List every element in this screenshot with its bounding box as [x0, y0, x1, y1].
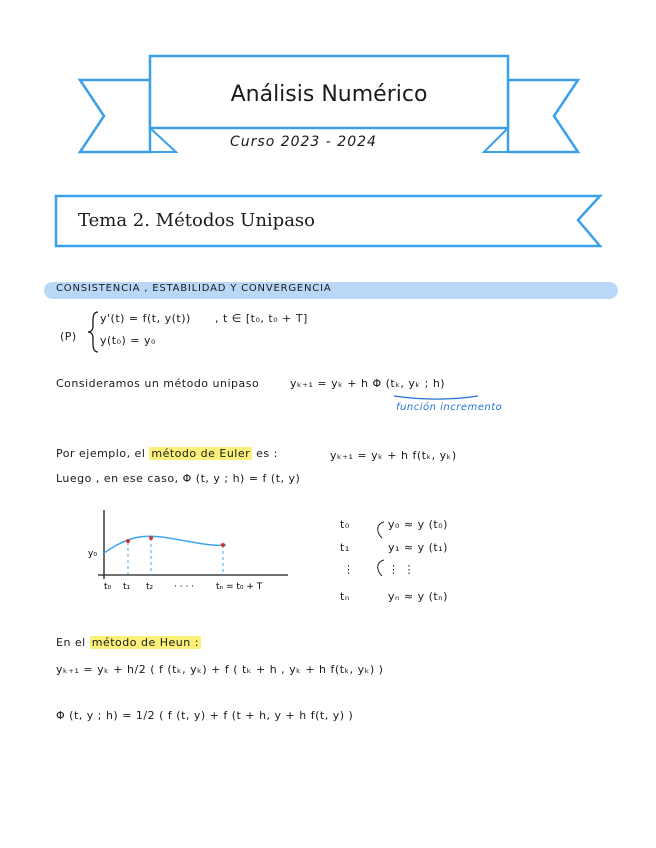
euler-formula: yₖ₊₁ = yₖ + h f(tₖ, yₖ) — [330, 449, 457, 462]
table-yn: yₙ ≈ y (tₙ) — [388, 590, 448, 603]
ode-interval: , t ∈ [t₀, t₀ + T] — [215, 312, 308, 325]
onestep-text: Consideramos un método unipaso — [56, 377, 260, 390]
table-t0: t₀ — [340, 518, 350, 531]
table-tdots: ⋮ — [343, 563, 355, 576]
table-y0: y₀ ≈ y (t₀) — [388, 518, 448, 531]
plot-tick-t0: t₀ — [104, 582, 112, 592]
section-title: Tema 2. Métodos Unipaso — [78, 210, 315, 231]
increment-function-label: función incremento — [396, 402, 503, 413]
euler-highlight: método de Euler — [151, 447, 251, 460]
euler-case-line: Luego , en ese caso, Φ (t, y ; h) = f (t, y) — [56, 472, 301, 485]
subsection-title: CONSISTENCIA , ESTABILIDAD Y CONVERGENCIA — [56, 283, 332, 294]
plot-point-2 — [149, 536, 153, 540]
plot-y-label: y₀ — [88, 549, 97, 559]
heun-highlight: método de Heun : — [91, 636, 199, 649]
plot-point-1 — [126, 539, 130, 543]
table-tn: tₙ — [340, 590, 350, 603]
euler-prefix: Por ejemplo, el — [56, 447, 146, 460]
plot-tick-dots: · · · · — [174, 582, 195, 592]
heun-formula: yₖ₊₁ = yₖ + h/2 ( f (tₖ, yₖ) + f ( tₖ + h , yₖ + h f(tₖ, yₖ) ) — [56, 663, 384, 676]
plot-tick-t2: t₂ — [146, 582, 154, 592]
onestep-formula: yₖ₊₁ = yₖ + h Φ (tₖ, yₖ ; h) — [290, 377, 446, 390]
initial-condition: y(t₀) = y₀ — [100, 334, 156, 347]
solution-plot — [90, 505, 300, 600]
course-year: Curso 2023 - 2024 — [230, 134, 377, 150]
table-arrows — [372, 516, 388, 588]
plot-tick-tn: tₙ = t₀ + T — [216, 582, 263, 592]
plot-tick-t1: t₁ — [123, 582, 131, 592]
table-t1: t₁ — [340, 541, 350, 554]
solution-curve — [104, 536, 226, 553]
euler-intro — [56, 447, 278, 460]
ode-equation: y'(t) = f(t, y(t)) — [100, 312, 191, 325]
table-ydots: ⋮ ⋮ — [388, 563, 415, 576]
page-title: Análisis Numérico — [230, 82, 428, 107]
curly-brace — [86, 310, 100, 354]
heun-intro — [56, 636, 201, 649]
euler-suffix: es : — [256, 447, 278, 460]
plot-point-n — [221, 543, 225, 547]
heun-prefix: En el — [56, 636, 86, 649]
problem-label: (P) — [60, 330, 77, 343]
heun-phi-formula: Φ (t, y ; h) = 1/2 ( f (t, y) + f (t + h, y + h f(t, y) ) — [56, 709, 354, 722]
table-y1: y₁ ≈ y (t₁) — [388, 541, 448, 554]
